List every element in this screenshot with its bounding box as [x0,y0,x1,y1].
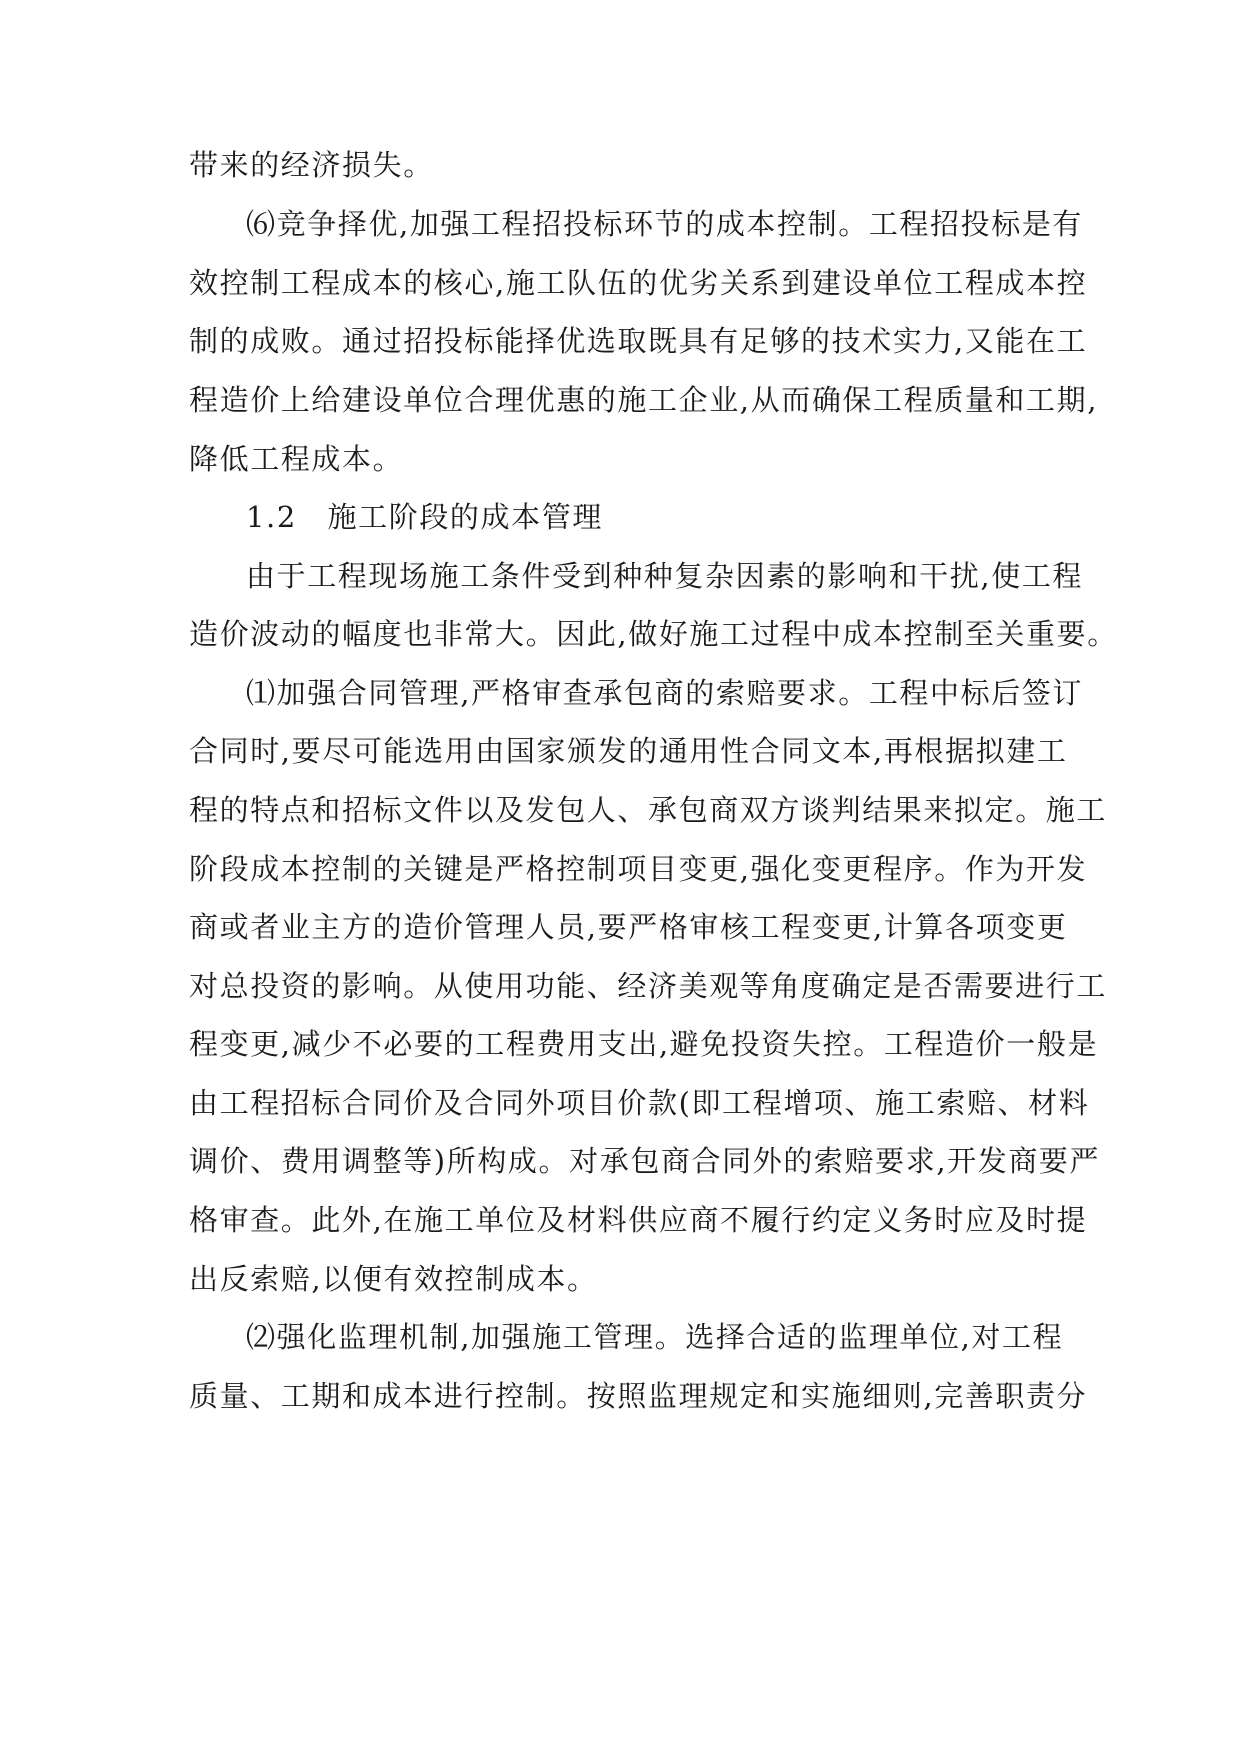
paragraph-start: ⑵强化监理机制,加强施工管理。选择合适的监理单位,对工程 [246,1320,1064,1354]
text-line: 质量、工期和成本进行控制。按照监理规定和实施细则,完善职责分 [189,1379,1088,1413]
text-line: 降低工程成本。 [189,442,404,476]
text-line: 格审查。此外,在施工单位及材料供应商不履行约定义务时应及时提 [189,1203,1088,1237]
section-heading: 1.2 施工阶段的成本管理 [246,500,603,534]
text-line: 由工程招标合同价及合同外项目价款(即工程增项、施工索赔、材料 [189,1086,1090,1120]
text-line: 合同时,要尽可能选用由国家颁发的通用性合同文本,再根据拟建工 [189,734,1068,768]
paragraph-start: ⑴加强合同管理,严格审查承包商的索赔要求。工程中标后签订 [246,676,1084,710]
text-line: 调价、费用调整等)所构成。对承包商合同外的索赔要求,开发商要严 [189,1144,1101,1178]
text-line: 造价波动的幅度也非常大。因此,做好施工过程中成本控制至关重要。 [189,617,1118,651]
text-line: 带来的经济损失。 [189,148,434,182]
text-line: 对总投资的影响。从使用功能、经济美观等角度确定是否需要进行工 [189,969,1108,1003]
text-line: 商或者业主方的造价管理人员,要严格审核工程变更,计算各项变更 [189,910,1068,944]
paragraph-start: ⑹竞争择优,加强工程招投标环节的成本控制。工程招投标是有 [246,207,1084,241]
text-line: 阶段成本控制的关键是严格控制项目变更,强化变更程序。作为开发 [189,852,1088,886]
text-line: 出反索赔,以便有效控制成本。 [189,1262,598,1296]
text-line: 程变更,减少不必要的工程费用支出,避免投资失控。工程造价一般是 [189,1027,1099,1061]
text-line: 效控制工程成本的核心,施工队伍的优劣关系到建设单位工程成本控 [189,266,1088,300]
text-line: 制的成败。通过招投标能择优选取既具有足够的技术实力,又能在工 [189,324,1088,358]
text-line: 程造价上给建设单位合理优惠的施工企业,从而确保工程质量和工期, [189,383,1099,417]
text-line: 程的特点和招标文件以及发包人、承包商双方谈判结果来拟定。施工 [189,793,1108,827]
paragraph-start: 由于工程现场施工条件受到种种复杂因素的影响和干扰,使工程 [246,559,1084,593]
